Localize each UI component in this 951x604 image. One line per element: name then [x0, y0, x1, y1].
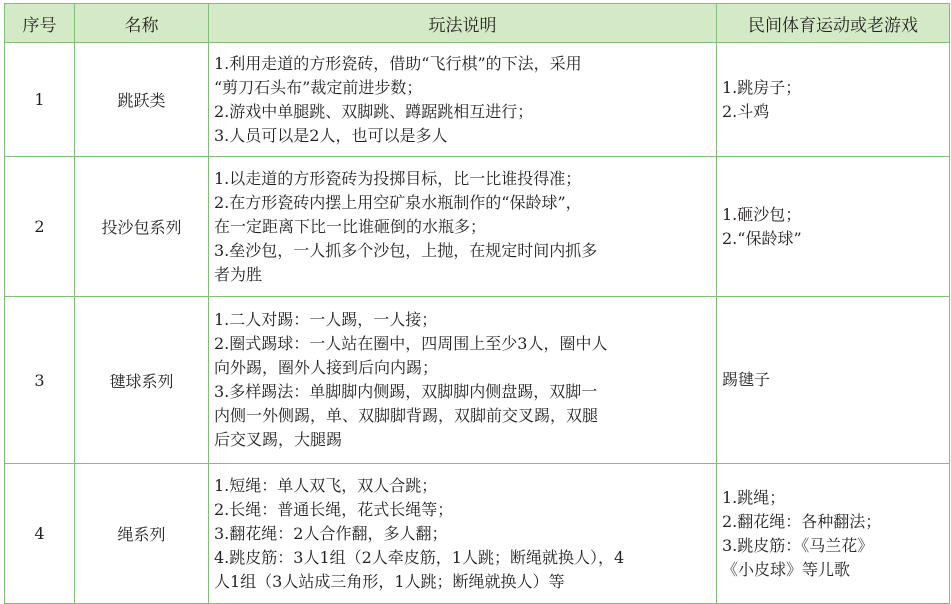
rules-cell — [209, 157, 717, 297]
game-line: 2.斗鸡 — [722, 101, 770, 121]
rules-line: 3.多样踢法：单脚脚内侧踢，双脚脚内侧盘踢，双脚一 — [214, 382, 598, 401]
rules-line: 在一定距离下比一比谁砸倒的水瓶多； — [214, 216, 487, 236]
game-line: 2.“保龄球” — [722, 228, 802, 248]
row-number: 3 — [5, 297, 75, 464]
activity-name: 跳跃类 — [75, 43, 209, 157]
rules-line: 2.在方形瓷砖内摆上用空矿泉水瓶制作的“保龄球”， — [214, 192, 582, 212]
game-line: 3.跳皮筋：《马兰花》 — [722, 535, 874, 555]
game-line: 《小皮球》等儿歌 — [722, 559, 851, 579]
header-folk-games: 民间体育运动或老游戏 — [717, 4, 950, 43]
activity-name: 毽球系列 — [75, 297, 209, 464]
rules-line: 2.圈式踢球：一人站在圈中，四周围上至少3人，圈中人 — [214, 334, 608, 353]
game-line: 踢毽子 — [722, 370, 771, 389]
rules-line: 3.翻花绳：2人合作翻，多人翻； — [214, 523, 448, 543]
rules-line: 2.长绳：普通长绳，花式长绳等； — [214, 499, 454, 519]
game-line: 1.跳绳； — [722, 487, 786, 507]
header-rules: 玩法说明 — [209, 4, 717, 43]
rules-line: “剪刀石头布”裁定前进步数； — [214, 77, 423, 97]
games-cell — [717, 297, 950, 464]
rules-line: 2.游戏中单腿跳、双脚跳、蹲踞跳相互进行； — [214, 101, 534, 121]
games-cell — [717, 43, 950, 157]
table-row — [5, 297, 950, 464]
rules-line: 1.利用走道的方形瓷砖，借助“飞行棋”的下法，采用 — [214, 53, 582, 73]
rules-line: 1.二人对踢：一人踢，一人接； — [214, 310, 438, 329]
rules-cell — [209, 297, 717, 464]
game-line: 1.跳房子； — [722, 77, 802, 97]
games-cell — [717, 157, 950, 297]
rules-line: 4.跳皮筋：3人1组（2人牵皮筋，1人跳；断绳就换人），4 — [214, 547, 625, 567]
rules-line: 内侧一外侧踢，单、双脚脚背踢，双脚前交叉踢，双腿 — [214, 406, 599, 425]
activity-name: 投沙包系列 — [75, 157, 209, 297]
row-number: 2 — [5, 157, 75, 297]
games-cell — [717, 464, 950, 604]
rules-line: 人1组（3人站成三角形，1人跳；断绳就换人）等 — [214, 571, 565, 591]
rules-line: 向外踢，圈外人接到后向内踢； — [214, 358, 439, 377]
table-header — [5, 4, 950, 43]
games-table — [4, 3, 950, 604]
row-number: 1 — [5, 43, 75, 157]
header-number: 序号 — [5, 4, 75, 43]
header-name: 名称 — [75, 4, 209, 43]
table-row — [5, 464, 950, 604]
table-row — [5, 157, 950, 297]
rules-line: 1.短绳：单人双飞，双人合跳； — [214, 475, 438, 495]
activity-name: 绳系列 — [75, 464, 209, 604]
game-line: 2.翻花绳：各种翻法； — [722, 511, 882, 531]
rules-line: 3.垒沙包，一人抓多个沙包，上抛，在规定时间内抓多 — [214, 240, 598, 260]
rules-cell — [209, 43, 717, 157]
rules-line: 1.以走道的方形瓷砖为投掷目标，比一比谁投得准； — [214, 168, 582, 188]
rules-line: 后交叉踢，大腿踢 — [214, 430, 343, 449]
game-line: 1.砸沙包； — [722, 204, 802, 224]
rules-cell — [209, 464, 717, 604]
table-row — [5, 43, 950, 157]
rules-line: 3.人员可以是2人，也可以是多人 — [214, 125, 448, 145]
row-number: 4 — [5, 464, 75, 604]
rules-line: 者为胜 — [214, 264, 263, 284]
